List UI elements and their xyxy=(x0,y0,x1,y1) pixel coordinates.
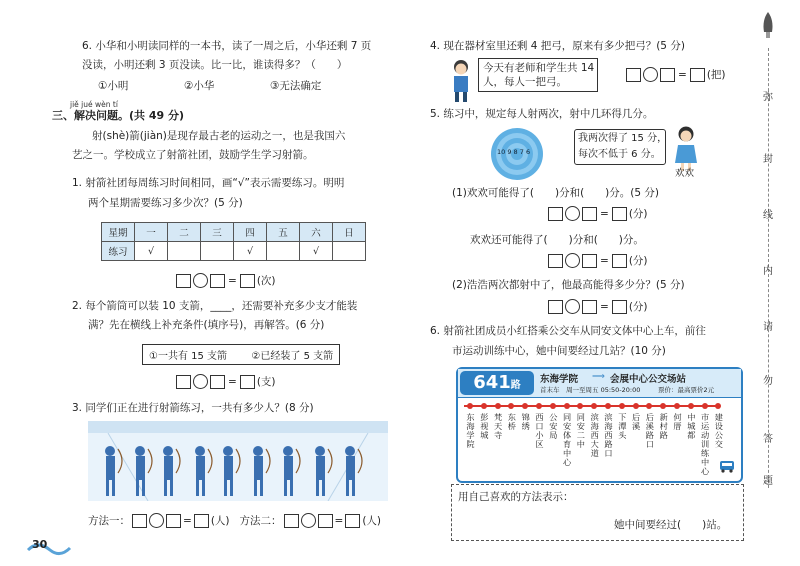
bus-stop: 东桥 xyxy=(507,412,516,431)
answer-box[interactable] xyxy=(240,274,255,288)
bus-number-suffix: 路 xyxy=(510,380,521,391)
bus-stop: 滨海西大道 xyxy=(590,412,599,458)
answer-box[interactable] xyxy=(132,514,147,528)
table-row xyxy=(102,242,366,261)
archery-scene-icon xyxy=(88,421,388,501)
stop-dot xyxy=(715,403,721,409)
table-cell: 四 xyxy=(234,223,267,242)
fare: 票价：最高票价2元 xyxy=(658,386,715,394)
stop-dot xyxy=(674,403,680,409)
stop-dot xyxy=(619,403,625,409)
bus-stop: 彭视城 xyxy=(480,412,489,440)
q4-line1: 4. 现在器材室里还剩 4 把弓，原来有多少把弓？(5 分) xyxy=(430,40,685,52)
q3-line1: 3. 同学们正在进行射箭练习，一共有多少人？(8 分) xyxy=(72,402,314,414)
q3-unit-1: (人) xyxy=(210,515,230,527)
answer-box[interactable] xyxy=(582,300,597,314)
q2-equation: = (支) xyxy=(176,374,276,389)
stop-dot xyxy=(577,403,583,409)
teacher-figure xyxy=(446,58,476,102)
stop-dot xyxy=(550,403,556,409)
stop-dot xyxy=(688,403,694,409)
q4-bubble-line2: 人，每人一把弓。 xyxy=(483,76,567,88)
stop-dot xyxy=(536,403,542,409)
answer-box[interactable] xyxy=(210,274,225,288)
q2-conditions xyxy=(142,344,340,365)
archery-illustration xyxy=(88,421,388,501)
operator-circle[interactable] xyxy=(193,374,208,389)
answer-box[interactable] xyxy=(612,300,627,314)
q5-speech-line1: 我两次得了 15 分， xyxy=(578,133,668,144)
answer-box[interactable] xyxy=(660,68,675,82)
answer-box[interactable] xyxy=(210,375,225,389)
operator-circle[interactable] xyxy=(565,299,580,314)
table-cell: 三 xyxy=(201,223,234,242)
operator-circle[interactable] xyxy=(565,253,580,268)
q4-equation: = (把) xyxy=(626,67,726,82)
q1-line1: 1. 射箭社团每周练习时间相同，画“√”表示需要练习。明明 xyxy=(72,177,345,189)
bus-stop: 下潭头 xyxy=(618,412,627,440)
answer-box[interactable] xyxy=(582,207,597,221)
practice-table xyxy=(101,222,366,261)
q6-left-option3: ③无法确定 xyxy=(270,80,322,92)
table-cell: √ xyxy=(300,242,333,261)
table-cell xyxy=(168,242,201,261)
q5-line1: 5. 练习中，规定每人射两次，射中几环得几分。 xyxy=(430,108,654,120)
answer-box[interactable] xyxy=(612,207,627,221)
sidebar-char: 勿 xyxy=(763,376,773,387)
bus-stop: 何厝 xyxy=(673,412,682,431)
bus-route-sign xyxy=(456,367,743,483)
q5-speech-line2: 每次不低于 6 分。 xyxy=(578,149,661,160)
bus-stop: 后溪路口 xyxy=(645,412,654,449)
table-cell: 一 xyxy=(135,223,168,242)
stop-dot xyxy=(633,403,639,409)
table-cell: 五 xyxy=(267,223,300,242)
answer-box[interactable] xyxy=(548,254,563,268)
answer-box[interactable] xyxy=(166,514,181,528)
section-title: 三、解决问题。(共 49 分) xyxy=(52,109,185,122)
answer-prompt: 用自己喜欢的方法表示： xyxy=(458,491,574,503)
q2-line1: 2. 每个箭筒可以装 10 支箭，____，还需要补充多少支才能装 xyxy=(72,300,358,312)
bus-stop: 市运动训练中心 xyxy=(700,412,710,476)
q2-condition-1: ①一共有 15 支箭 xyxy=(149,351,228,362)
page-number-badge xyxy=(26,536,72,556)
q1-unit: (次) xyxy=(256,275,276,287)
bus-stop: 锦绣 xyxy=(521,412,530,431)
q4-bubble-line1: 今天有老师和学生共 14 xyxy=(483,62,595,74)
q5-equation-1: = (分) xyxy=(548,206,648,221)
bus-stop: 西口小区 xyxy=(535,412,544,449)
operator-circle[interactable] xyxy=(301,513,316,528)
sidebar-char: 答 xyxy=(763,434,773,445)
q3-method2-label: 方法二： xyxy=(239,515,282,527)
q4-speech-bubble xyxy=(478,58,598,92)
bus-route-header xyxy=(458,369,741,398)
q5-unit-1: (分) xyxy=(628,208,648,220)
operator-circle[interactable] xyxy=(565,206,580,221)
q2-condition-2: ②已经装了 5 支箭 xyxy=(251,351,334,362)
bus-stop: 同安体育中心 xyxy=(562,412,572,467)
bus-stop: 同安二中 xyxy=(576,412,585,449)
stop-dot xyxy=(522,403,528,409)
q5-speech-bubble xyxy=(574,129,666,165)
table-cell: √ xyxy=(135,242,168,261)
bus-number-badge xyxy=(460,371,534,395)
answer-box[interactable] xyxy=(548,300,563,314)
q5-unit-2: (分) xyxy=(628,255,648,267)
table-cell xyxy=(267,242,300,261)
q5-equation-3: = (分) xyxy=(548,299,648,314)
answer-sentence: 她中间要经过( )站。 xyxy=(614,519,728,531)
route-from: 东海学院 xyxy=(540,374,579,385)
answer-box[interactable] xyxy=(582,254,597,268)
bus-stop: 滨海西路口 xyxy=(604,412,613,458)
huanhuan-figure xyxy=(672,125,700,171)
table-cell xyxy=(201,242,234,261)
q2-line2: 满？先在横线上补充条件(填序号)，再解答。(6 分) xyxy=(88,319,325,331)
table-cell: 六 xyxy=(300,223,333,242)
binding-sidebar xyxy=(755,10,781,490)
archery-target xyxy=(490,127,544,181)
stop-dot xyxy=(646,403,652,409)
answer-area[interactable] xyxy=(451,484,744,541)
stop-dot xyxy=(605,403,611,409)
target-ring-labels: 10 9 8 7 6 xyxy=(497,148,531,156)
answer-box[interactable] xyxy=(612,254,627,268)
person-icon xyxy=(446,58,476,102)
q6-left-line1: 6. 小华和小明读同样的一本书，读了一周之后，小华还剩 7 页 xyxy=(82,40,372,52)
q3-unit-2: (人) xyxy=(362,515,382,527)
q5-unit-3: (分) xyxy=(628,301,648,313)
section-intro-line2: 艺之一。学校成立了射箭社团，鼓励学生学习射箭。 xyxy=(72,149,314,161)
rocket-icon xyxy=(759,10,777,44)
table-cell: 星期 xyxy=(102,223,135,242)
table-cell: √ xyxy=(234,242,267,261)
table-cell: 练习 xyxy=(102,242,135,261)
stop-dot xyxy=(564,403,570,409)
bus-stop: 公安局 xyxy=(549,412,558,440)
bus-stop: 梵天寺 xyxy=(493,412,503,440)
q3-method1-label: 方法一： xyxy=(88,515,130,527)
sidebar-char: 内 xyxy=(763,266,773,277)
section-pinyin: jiě jué wèn tí xyxy=(70,100,118,109)
sidebar-char: 题 xyxy=(763,476,773,487)
sidebar-char: 封 xyxy=(763,154,773,165)
route-to: 会展中心公交场站 xyxy=(610,374,687,385)
table-cell xyxy=(333,242,366,261)
answer-box[interactable] xyxy=(284,514,299,528)
stop-dot xyxy=(508,403,514,409)
q1-line2: 两个星期需要练习多少次？(5 分) xyxy=(88,197,243,209)
q6-left-line2: 没读，小明还剩 3 页没读。比一比，谁读得多？（ ） xyxy=(82,59,348,71)
answer-box[interactable] xyxy=(240,375,255,389)
answer-box[interactable] xyxy=(345,514,360,528)
sidebar-char: 线 xyxy=(763,210,773,221)
bus-stop: 新村路 xyxy=(659,412,668,440)
table-header-row xyxy=(102,223,366,242)
table-cell: 日 xyxy=(333,223,366,242)
answer-box[interactable] xyxy=(318,514,333,528)
q4-unit: (把) xyxy=(706,69,726,81)
bus-stop: 东海学院 xyxy=(466,412,475,449)
bus-stop: 中城都 xyxy=(687,412,696,440)
girl-icon xyxy=(672,125,700,171)
q6-line1: 6. 射箭社团成员小红搭乘公交车从同安文体中心上车，前往 xyxy=(430,325,706,337)
q5-sub2: (2)浩浩两次都射中了，他最高能得多少分？(5 分) xyxy=(452,279,685,291)
stop-dot xyxy=(481,403,487,409)
schedule-label: 首末车 xyxy=(540,386,560,394)
q5-sub1b: 欢欢还可能得了( )分和( )分。 xyxy=(470,234,644,246)
route-arrow-icon: ⟹ xyxy=(592,372,605,382)
stop-dot xyxy=(702,403,708,409)
stop-dot xyxy=(467,403,473,409)
q5-equation-2: = (分) xyxy=(548,253,648,268)
q3-methods: 方法一： = (人) 方法二： = (人) xyxy=(88,514,382,527)
q5-character-name: 欢欢 xyxy=(675,168,695,179)
q6-left-option1: ①小明 xyxy=(98,80,129,92)
answer-box[interactable] xyxy=(176,274,191,288)
answer-box[interactable] xyxy=(690,68,705,82)
stop-dot xyxy=(591,403,597,409)
q5-sub1: (1)欢欢可能得了( )分和( )分。(5 分) xyxy=(452,187,659,199)
q6-line2: 市运动训练中心，她中间要经过几站？(10 分) xyxy=(452,345,666,357)
sidebar-char: 弥 xyxy=(763,92,773,103)
sidebar-char: 请 xyxy=(763,322,773,333)
schedule: 周一至周五 05:50-20:00 xyxy=(566,386,641,394)
operator-circle[interactable] xyxy=(149,513,164,528)
answer-box[interactable] xyxy=(194,514,209,528)
bus-stop: 建设公交 xyxy=(714,412,723,449)
q2-unit: (支) xyxy=(256,376,276,388)
bus-stop: 后溪 xyxy=(631,412,641,431)
operator-circle[interactable] xyxy=(643,67,658,82)
answer-box[interactable] xyxy=(176,375,191,389)
answer-box[interactable] xyxy=(548,207,563,221)
bus-icon xyxy=(720,461,734,473)
q1-equation: = (次) xyxy=(176,273,276,288)
stop-dot xyxy=(495,403,501,409)
bus-number: 641 xyxy=(473,372,511,393)
q6-left-option2: ②小华 xyxy=(184,80,215,92)
table-cell: 二 xyxy=(168,223,201,242)
stop-dot xyxy=(660,403,666,409)
section-intro-line1: 射(shè)箭(jiàn)是现存最古老的运动之一，也是我国六 xyxy=(92,130,346,142)
operator-circle[interactable] xyxy=(193,273,208,288)
page-number: 30 xyxy=(32,538,48,551)
answer-box[interactable] xyxy=(626,68,641,82)
